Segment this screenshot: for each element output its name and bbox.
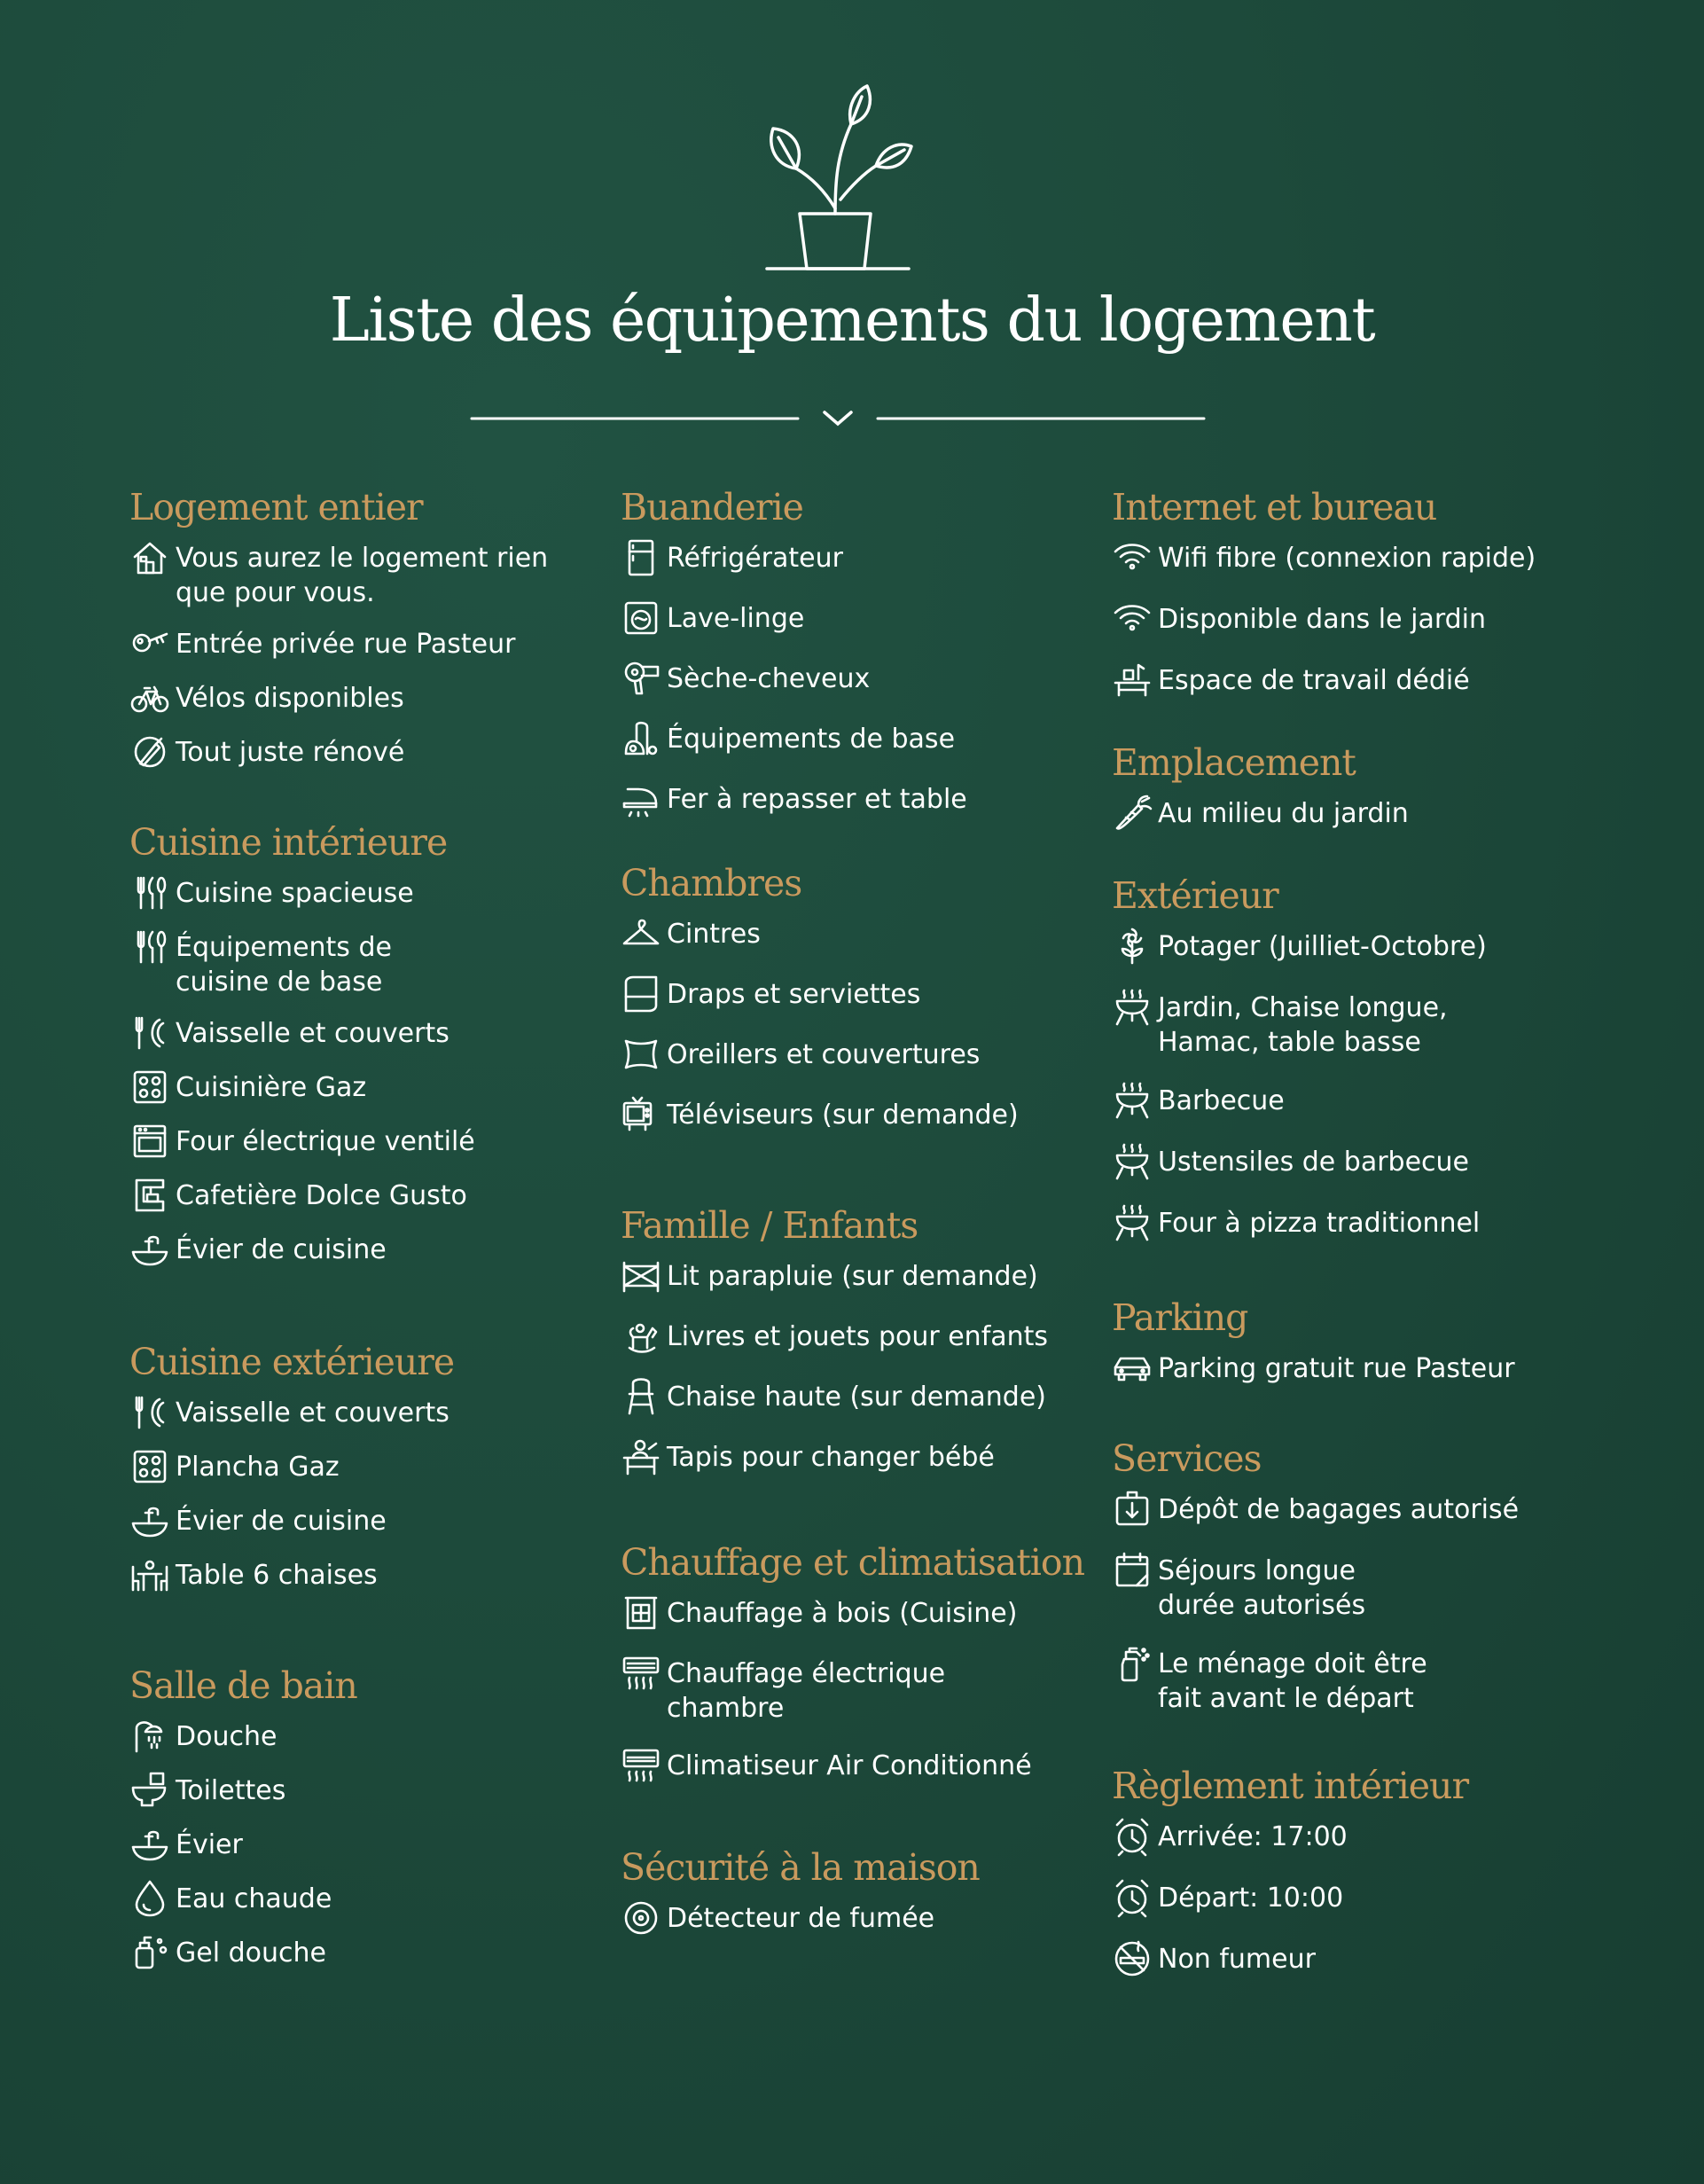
amenity-label: Entrée privée rue Pasteur — [176, 629, 516, 660]
amenity-label: Chauffage électrique chambre — [667, 1658, 946, 1724]
amenity-label: Disponible dans le jardin — [1158, 604, 1487, 635]
amenity-label: Évier de cuisine — [176, 1234, 387, 1265]
amenity-label: Toilettes — [176, 1775, 286, 1806]
alarm-clock-icon — [1112, 1816, 1153, 1857]
sink-icon — [129, 1500, 170, 1541]
amenity-label: Équipements de cuisine de base — [176, 932, 392, 998]
amenity-item — [621, 661, 1117, 699]
amenity-item — [1112, 1351, 1608, 1389]
carrot-icon — [1112, 793, 1158, 834]
amenity-item — [129, 1504, 626, 1541]
amenity-item — [621, 1901, 1117, 1938]
amenity-item — [129, 930, 626, 999]
amenity-item — [129, 1773, 626, 1811]
amenity-item — [621, 1440, 1117, 1477]
section-title: Chambres — [621, 862, 802, 904]
page-title: Liste des équipements du logement — [329, 286, 1375, 356]
oven-icon — [129, 1121, 176, 1162]
amenity-label: Cuisinière Gaz — [176, 1072, 367, 1103]
amenity-label: Réfrigérateur — [667, 543, 843, 574]
amenity-label: Vaisselle et couverts — [176, 1018, 449, 1049]
column-2 — [621, 486, 1117, 1938]
grill-icon — [1112, 987, 1158, 1028]
alarm-clock-icon — [1112, 1877, 1158, 1918]
grill-icon — [1112, 1202, 1153, 1243]
high-chair-icon — [621, 1376, 667, 1417]
title-divider — [470, 399, 1206, 434]
luggage-drop-icon — [1112, 1489, 1153, 1530]
sink-icon — [129, 1229, 170, 1270]
wood-stove-icon — [621, 1593, 667, 1633]
section-title: Salle de bain — [129, 1664, 357, 1707]
oven-icon — [129, 1121, 170, 1162]
sink-icon — [129, 1500, 176, 1541]
amenity-label: Tout juste rénové — [176, 737, 405, 768]
section-title: Parking — [1112, 1296, 1248, 1339]
section-title: Famille / Enfants — [621, 1204, 918, 1247]
amenity-item — [129, 1016, 626, 1053]
amenity-label: Lit parapluie (sur demande) — [667, 1261, 1038, 1292]
desk-icon — [1112, 660, 1158, 701]
amenity-item — [129, 1124, 626, 1162]
tv-icon — [621, 1094, 667, 1135]
flower-icon — [1112, 926, 1153, 967]
amenity-label: Le ménage doit être fait avant le départ — [1158, 1648, 1427, 1714]
amenity-label: Équipements de base — [667, 724, 956, 755]
washing-machine-icon — [621, 598, 667, 638]
spray-bottle-icon — [1112, 1643, 1158, 1684]
no-smoking-icon — [1112, 1938, 1158, 1979]
section-r-glement-int-rieur — [1112, 1765, 1608, 1979]
amenity-label: Draps et serviettes — [667, 979, 921, 1010]
grill-icon — [1112, 1141, 1153, 1182]
section-salle-de-bain — [129, 1664, 626, 1973]
amenity-item — [1112, 1084, 1608, 1121]
amenity-label: Eau chaude — [176, 1883, 332, 1914]
amenity-item — [129, 876, 626, 913]
toilet-icon — [129, 1770, 176, 1811]
iron-icon — [621, 779, 667, 819]
vacuum-icon — [621, 718, 661, 759]
spray-bottle-icon — [1112, 1643, 1153, 1684]
changing-table-icon — [621, 1436, 667, 1477]
wifi-icon — [1112, 599, 1153, 639]
amenity-label: Gel douche — [176, 1937, 326, 1969]
luggage-drop-icon — [1112, 1489, 1158, 1530]
amenity-label: Chauffage à bois (Cuisine) — [667, 1598, 1018, 1629]
amenity-item — [1112, 796, 1608, 834]
section-title: Extérieur — [1112, 874, 1278, 917]
car-icon — [1112, 1348, 1158, 1389]
water-drop-icon — [129, 1878, 176, 1919]
section-cuisine-ext-rieure — [129, 1341, 626, 1595]
grill-icon — [1112, 987, 1153, 1028]
amenity-item — [129, 1450, 626, 1487]
amenity-label: Vaisselle et couverts — [176, 1397, 449, 1429]
tv-icon — [621, 1094, 661, 1135]
coffee-machine-icon — [129, 1175, 176, 1216]
amenity-item — [621, 1380, 1117, 1417]
amenity-item — [129, 1882, 626, 1919]
coffee-machine-icon — [129, 1175, 170, 1216]
amenity-label: Dépôt de bagages autorisé — [1158, 1494, 1520, 1525]
table-chairs-icon — [129, 1554, 176, 1595]
travel-crib-icon — [621, 1256, 661, 1296]
grill-icon — [1112, 1080, 1153, 1121]
amenity-item — [621, 722, 1117, 759]
stove-icon — [129, 1446, 176, 1487]
house-icon — [129, 537, 170, 578]
section-logement-entier — [129, 486, 626, 772]
wood-stove-icon — [621, 1593, 661, 1633]
soap-bottle-icon — [129, 1932, 170, 1973]
alarm-clock-icon — [1112, 1816, 1158, 1857]
house-icon — [129, 537, 176, 578]
key-icon — [129, 623, 176, 664]
stove-icon — [129, 1067, 170, 1108]
amenity-label: Au milieu du jardin — [1158, 798, 1409, 829]
section-title: Chauffage et climatisation — [621, 1541, 1084, 1584]
amenity-item — [129, 1936, 626, 1973]
sink-icon — [129, 1824, 176, 1865]
chevron-down-icon — [825, 412, 851, 424]
sheets-icon — [621, 974, 667, 1014]
amenity-label: Douche — [176, 1721, 277, 1752]
utensils-icon — [129, 927, 176, 967]
high-chair-icon — [621, 1376, 661, 1417]
amenity-label: Ustensiles de barbecue — [1158, 1147, 1470, 1178]
amenity-label: Table 6 chaises — [176, 1560, 378, 1591]
fork-plate-icon — [129, 1392, 170, 1433]
section-title: Services — [1112, 1437, 1262, 1480]
amenity-label: Jardin, Chaise longue, Hamac, table basse — [1158, 992, 1448, 1058]
amenity-label: Livres et jouets pour enfants — [667, 1321, 1049, 1352]
amenity-label: Cuisine spacieuse — [176, 878, 414, 909]
amenity-label: Chaise haute (sur demande) — [667, 1382, 1047, 1413]
amenity-label: Départ: 10:00 — [1158, 1883, 1344, 1914]
air-conditioner-icon — [621, 1745, 661, 1786]
paint-brush-icon — [129, 732, 170, 772]
section-chambres — [621, 862, 1117, 1135]
pillow-icon — [621, 1034, 667, 1075]
section-title: Sécurité à la maison — [621, 1846, 980, 1889]
amenity-item — [1112, 1942, 1608, 1979]
bicycle-icon — [129, 677, 170, 718]
section-ext-rieur — [1112, 874, 1608, 1243]
amenity-label: Arrivée: 17:00 — [1158, 1821, 1348, 1852]
amenity-label: Climatiseur Air Conditionné — [667, 1750, 1032, 1781]
amenity-label: Plancha Gaz — [176, 1452, 340, 1483]
stove-icon — [129, 1446, 170, 1487]
no-smoking-icon — [1112, 1938, 1153, 1979]
amenity-label: Tapis pour changer bébé — [667, 1442, 995, 1473]
section-services — [1112, 1437, 1608, 1716]
sheets-icon — [621, 974, 661, 1014]
calendar-icon — [1112, 1550, 1158, 1591]
amenity-item — [129, 1828, 626, 1865]
section-cuisine-int-rieure — [129, 821, 626, 1270]
amenity-label: Lave-linge — [667, 603, 805, 634]
amenity-label: Téléviseurs (sur demande) — [667, 1100, 1019, 1131]
amenity-label: Four à pizza traditionnel — [1158, 1208, 1481, 1239]
amenity-item — [621, 601, 1117, 638]
section-title: Internet et bureau — [1112, 486, 1437, 528]
amenity-label: Potager (Juilliet-Octobre) — [1158, 931, 1487, 962]
amenity-item — [621, 1656, 1117, 1726]
header — [0, 0, 1704, 461]
travel-crib-icon — [621, 1256, 667, 1296]
wifi-icon — [1112, 537, 1153, 578]
hanger-icon — [621, 913, 667, 954]
amenity-item — [621, 917, 1117, 954]
soap-bottle-icon — [129, 1932, 176, 1973]
amenity-item — [1112, 541, 1608, 578]
stove-icon — [129, 1067, 176, 1108]
amenity-item — [621, 977, 1117, 1014]
table-chairs-icon — [129, 1554, 170, 1595]
wifi-icon — [1112, 537, 1158, 578]
amenity-item — [621, 1098, 1117, 1135]
amenity-label: Vous aurez le logement rien que pour vous. — [176, 543, 549, 608]
grill-icon — [1112, 1141, 1158, 1182]
column-1 — [129, 486, 626, 1973]
plant-pot-icon — [762, 84, 913, 275]
calendar-icon — [1112, 1550, 1153, 1591]
section-internet-et-bureau — [1112, 486, 1608, 701]
amenity-item — [621, 1319, 1117, 1357]
section-buanderie — [621, 486, 1117, 819]
amenity-label: Four électrique ventilé — [176, 1126, 475, 1157]
amenity-item — [1112, 1554, 1608, 1623]
amenity-item — [1112, 1820, 1608, 1857]
amenity-item — [621, 1037, 1117, 1075]
water-drop-icon — [129, 1878, 170, 1919]
hair-dryer-icon — [621, 658, 661, 699]
fork-plate-icon — [129, 1392, 176, 1433]
sink-icon — [129, 1824, 170, 1865]
amenity-label: Cafetière Dolce Gusto — [176, 1180, 467, 1211]
amenity-item — [1112, 1647, 1608, 1716]
iron-icon — [621, 779, 661, 819]
amenity-item — [1112, 1206, 1608, 1243]
amenity-item — [621, 541, 1117, 578]
amenity-label: Cintres — [667, 919, 761, 950]
column-3 — [1112, 486, 1608, 1979]
wifi-icon — [1112, 599, 1158, 639]
amenity-item — [1112, 990, 1608, 1060]
fork-plate-icon — [129, 1013, 170, 1053]
amenity-label: Oreillers et couvertures — [667, 1039, 981, 1070]
amenity-label: Barbecue — [1158, 1085, 1285, 1116]
amenity-label: Non fumeur — [1158, 1944, 1316, 1975]
grill-icon — [1112, 1080, 1158, 1121]
hair-dryer-icon — [621, 658, 667, 699]
sink-icon — [129, 1229, 176, 1270]
amenity-label: Évier — [176, 1829, 243, 1860]
amenity-label: Parking gratuit rue Pasteur — [1158, 1353, 1515, 1384]
amenity-item — [129, 1233, 626, 1270]
section-title: Cuisine extérieure — [129, 1341, 455, 1383]
key-icon — [129, 623, 170, 664]
toilet-icon — [129, 1770, 170, 1811]
amenity-label: Sèche-cheveux — [667, 663, 871, 694]
amenity-label: Vélos disponibles — [176, 683, 404, 714]
grill-icon — [1112, 1202, 1158, 1243]
section-emplacement — [1112, 741, 1608, 834]
section-s-curit-la-maison — [621, 1846, 1117, 1938]
section-title: Buanderie — [621, 486, 803, 528]
electric-heater-icon — [621, 1653, 661, 1694]
pillow-icon — [621, 1034, 661, 1075]
rocking-horse-icon — [621, 1316, 667, 1357]
amenity-item — [621, 1259, 1117, 1296]
washing-machine-icon — [621, 598, 661, 638]
fork-plate-icon — [129, 1013, 176, 1053]
amenity-item — [129, 541, 626, 610]
amenity-item — [129, 681, 626, 718]
amenity-item — [129, 1070, 626, 1108]
shower-icon — [129, 1716, 176, 1757]
amenity-item — [1112, 1492, 1608, 1530]
amenity-item — [1112, 1881, 1608, 1918]
rocking-horse-icon — [621, 1316, 661, 1357]
shower-icon — [129, 1716, 170, 1757]
amenity-item — [621, 1596, 1117, 1633]
amenity-item — [1112, 929, 1608, 967]
utensils-icon — [129, 873, 170, 913]
amenity-item — [1112, 663, 1608, 701]
electric-heater-icon — [621, 1653, 667, 1694]
utensils-icon — [129, 927, 170, 967]
changing-table-icon — [621, 1436, 661, 1477]
section-parking — [1112, 1296, 1608, 1389]
car-icon — [1112, 1348, 1153, 1389]
section-title: Logement entier — [129, 486, 423, 528]
section-famille-enfants — [621, 1204, 1117, 1477]
amenity-item — [129, 1719, 626, 1757]
amenity-label: Espace de travail dédié — [1158, 665, 1470, 696]
amenity-label: Séjours longue durée autorisés — [1158, 1555, 1366, 1621]
amenity-item — [129, 1558, 626, 1595]
section-chauffage-et-climatisation — [621, 1541, 1117, 1786]
amenity-item — [1112, 602, 1608, 639]
fridge-icon — [621, 537, 667, 578]
bicycle-icon — [129, 677, 176, 718]
section-title: Cuisine intérieure — [129, 821, 448, 864]
amenity-item — [621, 782, 1117, 819]
smoke-detector-icon — [621, 1898, 661, 1938]
amenity-label: Évier de cuisine — [176, 1506, 387, 1537]
amenity-item — [129, 1178, 626, 1216]
amenity-item — [621, 1749, 1117, 1786]
section-title: Emplacement — [1112, 741, 1356, 784]
section-title: Règlement intérieur — [1112, 1765, 1469, 1807]
utensils-icon — [129, 873, 176, 913]
amenity-label: Wifi fibre (connexion rapide) — [1158, 543, 1536, 574]
desk-icon — [1112, 660, 1153, 701]
carrot-icon — [1112, 793, 1153, 834]
alarm-clock-icon — [1112, 1877, 1153, 1918]
amenity-item — [129, 735, 626, 772]
amenity-label: Fer à repasser et table — [667, 784, 967, 815]
vacuum-icon — [621, 718, 667, 759]
fridge-icon — [621, 537, 661, 578]
air-conditioner-icon — [621, 1745, 667, 1786]
amenity-item — [129, 1396, 626, 1433]
paint-brush-icon — [129, 732, 176, 772]
amenity-item — [1112, 1145, 1608, 1182]
hanger-icon — [621, 913, 661, 954]
smoke-detector-icon — [621, 1898, 667, 1938]
amenity-label: Détecteur de fumée — [667, 1903, 935, 1934]
flower-icon — [1112, 926, 1158, 967]
amenity-item — [129, 627, 626, 664]
